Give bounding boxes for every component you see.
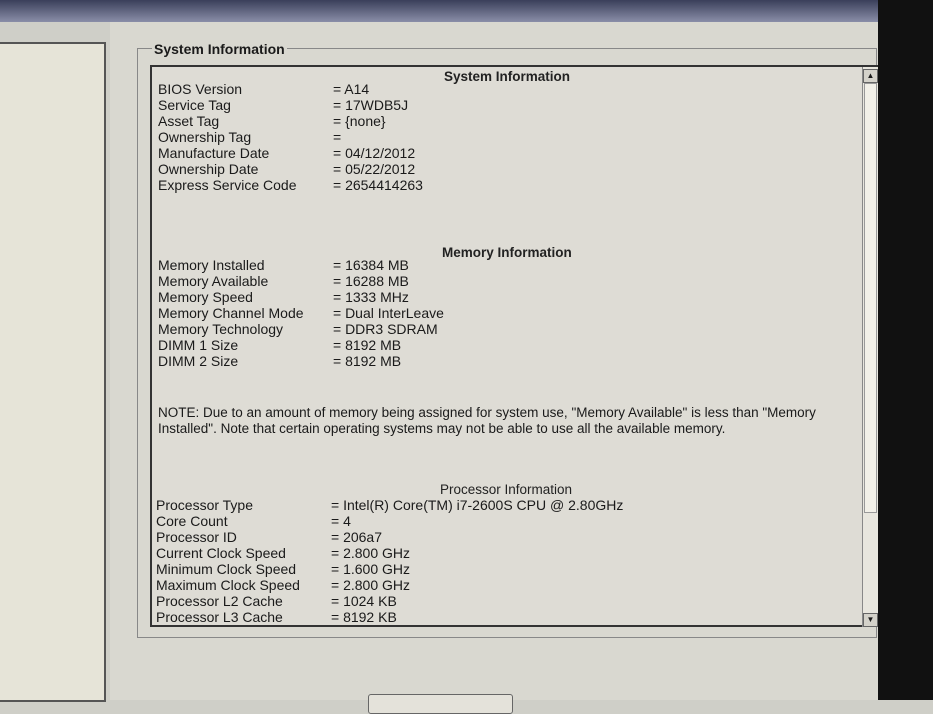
- row-label: BIOS Version: [158, 81, 243, 97]
- row-label: DIMM 1 Size: [158, 337, 239, 353]
- info-row: [158, 337, 401, 353]
- info-row: [158, 257, 409, 273]
- info-row: [158, 161, 415, 177]
- group-title: System Information: [154, 41, 285, 57]
- row-value: = 2.800 GHz: [331, 545, 410, 561]
- row-label: Memory Available: [158, 273, 269, 289]
- info-row: [158, 289, 409, 305]
- scroll-up-icon[interactable]: ▲: [863, 69, 878, 83]
- row-value: = 8192 MB: [333, 353, 402, 369]
- settings-tree-panel[interactable]: [0, 42, 106, 702]
- row-value: = DDR3 SDRAM: [333, 321, 438, 337]
- row-value: =: [333, 129, 342, 145]
- dialog-button[interactable]: [368, 694, 513, 714]
- row-value: = 17WDB5J: [333, 97, 409, 113]
- row-value: = 4: [331, 513, 351, 529]
- row-value: = 1.600 GHz: [331, 561, 410, 577]
- information-listbox[interactable]: [150, 65, 878, 627]
- system-info-header: System Information: [444, 69, 571, 84]
- row-label: DIMM 2 Size: [158, 353, 239, 369]
- row-label: Manufacture Date: [158, 145, 270, 161]
- row-value: = 8192 MB: [333, 337, 402, 353]
- info-row: [156, 529, 382, 545]
- info-row: [158, 129, 341, 145]
- row-value: = {none}: [333, 113, 386, 129]
- row-label: Current Clock Speed: [156, 545, 286, 561]
- row-value: = 1024 KB: [331, 593, 397, 609]
- row-label: Core Count: [156, 513, 228, 529]
- row-label: Memory Speed: [158, 289, 253, 305]
- row-label: Memory Channel Mode: [158, 305, 304, 321]
- row-label: Maximum Clock Speed: [156, 577, 300, 593]
- row-label: Memory Installed: [158, 257, 265, 273]
- info-row: [156, 545, 410, 561]
- scrollbar[interactable]: [862, 67, 878, 627]
- row-value: = 16288 MB: [333, 273, 409, 289]
- row-value: = Intel(R) Core(TM) i7-2600S CPU @ 2.80GHz: [331, 497, 624, 513]
- memory-note: NOTE: Due to an amount of memory being assigned for system use, "Memory Available" is less than "Memory Installed". Note that certain operating systems may not be able to use all the available memory.: [158, 405, 816, 436]
- info-row: [158, 97, 408, 113]
- row-label: Processor Type: [156, 497, 254, 513]
- row-value: = 206a7: [331, 529, 382, 545]
- row-label: Memory Technology: [158, 321, 284, 337]
- info-row: [156, 609, 397, 625]
- title-bar: [0, 0, 933, 22]
- row-value: = 1333 MHz: [333, 289, 409, 305]
- scroll-down-icon[interactable]: ▼: [863, 613, 878, 627]
- info-row: [158, 353, 401, 369]
- row-label: Ownership Tag: [158, 129, 252, 145]
- row-label: Asset Tag: [158, 113, 220, 129]
- row-value: = A14: [333, 81, 370, 97]
- info-row: [156, 561, 410, 577]
- row-label: Express Service Code: [158, 177, 297, 193]
- info-row: [158, 273, 409, 289]
- info-row: [158, 113, 386, 129]
- info-row: [158, 177, 423, 193]
- info-row: [156, 577, 410, 593]
- processor-info-header: Processor Information: [440, 482, 573, 497]
- row-value: = Dual InterLeave: [333, 305, 444, 321]
- info-row: [156, 593, 397, 609]
- row-label: Processor ID: [156, 529, 237, 545]
- info-row: [158, 81, 369, 97]
- row-value: = 05/22/2012: [333, 161, 416, 177]
- info-row: [156, 497, 623, 513]
- row-label: Minimum Clock Speed: [156, 561, 297, 577]
- memory-info-header: Memory Information: [442, 245, 572, 260]
- row-label: Service Tag: [158, 97, 231, 113]
- info-row: [158, 321, 438, 337]
- row-label: Processor L3 Cache: [156, 609, 283, 625]
- row-label: Processor L2 Cache: [156, 593, 283, 609]
- row-value: = 8192 KB: [331, 609, 397, 625]
- info-row: [158, 145, 415, 161]
- info-row: [158, 305, 444, 321]
- info-row: [156, 513, 351, 529]
- monitor-bezel: [878, 0, 933, 700]
- row-label: Ownership Date: [158, 161, 259, 177]
- row-value: = 2654414263: [333, 177, 423, 193]
- row-value: = 2.800 GHz: [331, 577, 410, 593]
- scrollbar-thumb[interactable]: [864, 83, 877, 513]
- row-value: = 04/12/2012: [333, 145, 416, 161]
- row-value: = 16384 MB: [333, 257, 409, 273]
